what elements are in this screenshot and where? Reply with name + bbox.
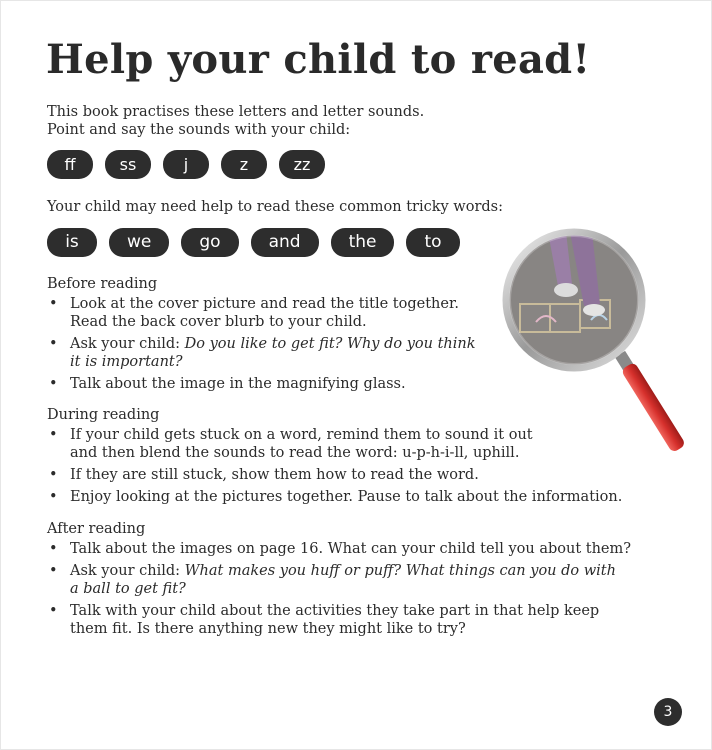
question-text: it is important? <box>70 354 183 370</box>
section-heading: Before reading <box>47 276 158 292</box>
intro-text <box>47 103 424 139</box>
intro-line-1: This book practises these letters and letter sounds. <box>47 104 425 120</box>
list-item: • If they are still stuck, show them how to read the word. <box>47 466 657 484</box>
prompt-prefix: Ask your child: <box>70 563 185 579</box>
page-title: Help your child to read! <box>46 36 591 83</box>
tricky-words-intro: Your child may need help to read these common tricky words: <box>47 199 503 215</box>
list-item-line: • Talk with your child about the activities they take part in that help keep <box>70 603 600 619</box>
section-heading: During reading <box>47 407 160 423</box>
tricky-word-pill: to <box>406 228 459 257</box>
intro-line-2: Point and say the sounds with your child: <box>47 122 351 138</box>
tricky-words-list <box>47 228 460 257</box>
tricky-word-pill: and <box>251 228 319 257</box>
list-item-line: • Look at the cover picture and read the title together. <box>70 296 459 312</box>
question-text: What makes you huff or puff? What things can you do with <box>184 563 616 579</box>
list-item-line: them fit. Is there anything new they might like to try? <box>70 621 466 637</box>
letter-sound-pill: zz <box>279 150 325 179</box>
list-item: • Enjoy looking at the pictures together. Pause to talk about the information. <box>47 488 657 506</box>
prompt-prefix: Ask your child: <box>70 336 185 352</box>
after-reading-section <box>47 520 667 642</box>
tricky-word-pill: the <box>331 228 395 257</box>
list-item-line <box>70 335 517 353</box>
list-item-line <box>70 580 667 598</box>
tricky-word-pill: is <box>47 228 97 257</box>
letter-sound-pill: z <box>221 150 267 179</box>
tricky-word-pill: we <box>109 228 169 257</box>
magnifying-glass-icon <box>496 222 692 466</box>
list-item-line: • If your child gets stuck on a word, remind them to sound it out <box>70 427 533 443</box>
question-text: Do you like to get fit? Why do you think <box>184 336 476 352</box>
list-item <box>47 602 667 638</box>
letter-sound-pill: ff <box>47 150 93 179</box>
list-item-line <box>70 562 667 580</box>
list-item: • Talk about the image in the magnifying glass. <box>47 375 517 393</box>
page-number: 3 <box>654 698 682 726</box>
question-text: a ball to get fit? <box>70 581 186 597</box>
list-item: • Talk about the images on page 16. What can your child tell you about them? <box>47 540 667 558</box>
tricky-word-pill: go <box>181 228 238 257</box>
list-item <box>47 335 517 371</box>
letter-sounds-list <box>47 150 325 179</box>
letter-sound-pill: j <box>163 150 209 179</box>
section-heading: After reading <box>47 521 146 537</box>
list-item-line <box>70 353 517 371</box>
list-item-line: and then blend the sounds to read the word: u-p-h-i-ll, uphill. <box>70 445 520 461</box>
before-reading-section <box>47 275 517 397</box>
list-item <box>47 562 667 598</box>
list-item-line: Read the back cover blurb to your child. <box>70 314 367 330</box>
list-item <box>47 295 517 331</box>
letter-sound-pill: ss <box>105 150 151 179</box>
